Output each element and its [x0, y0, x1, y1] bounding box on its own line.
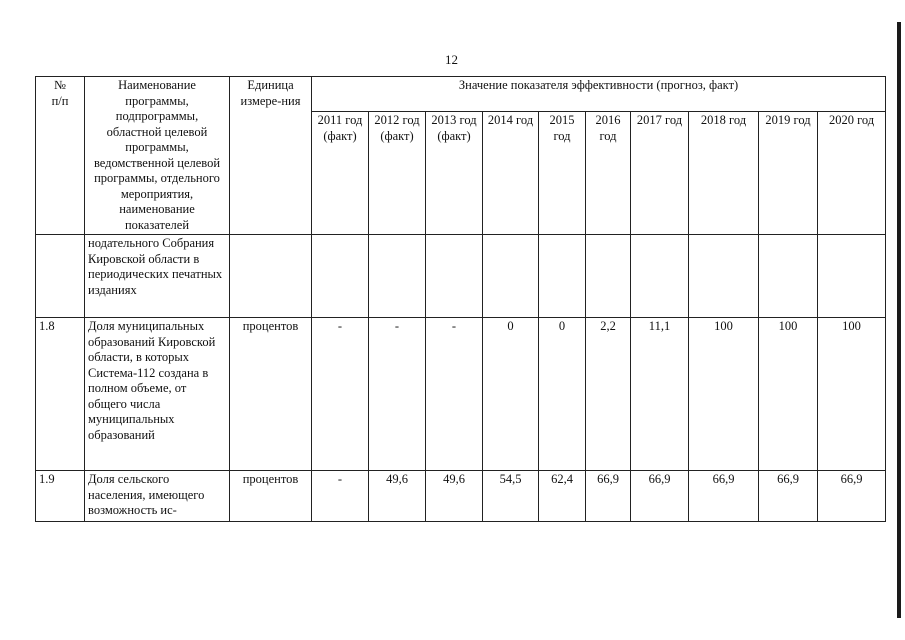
header-year-2020: 2020 год	[818, 112, 886, 235]
row-value	[369, 235, 426, 318]
header-year-2019: 2019 год	[759, 112, 818, 235]
row-value: -	[312, 318, 369, 471]
row-value: -	[312, 471, 369, 522]
header-name: Наименование программы, подпрограммы, областной целевой программы, ведомственной целевой программы, отдельного мероприятия, наименование показателей	[85, 77, 230, 235]
row-value	[312, 235, 369, 318]
header-row-1	[36, 77, 886, 112]
row-unit	[230, 235, 312, 318]
row-value	[426, 235, 483, 318]
table-row	[36, 471, 886, 522]
row-value	[483, 235, 539, 318]
row-value: 49,6	[369, 471, 426, 522]
header-year-2018: 2018 год	[689, 112, 759, 235]
row-value: 0	[539, 318, 586, 471]
row-value	[631, 235, 689, 318]
row-value: 0	[483, 318, 539, 471]
row-name: нодательного Собрания Кировской области в периодических печатных изданиях	[85, 235, 230, 318]
header-year-2013: 2013 год (факт)	[426, 112, 483, 235]
row-value: 49,6	[426, 471, 483, 522]
scan-edge-bar	[897, 22, 901, 618]
row-value	[539, 235, 586, 318]
row-value: -	[369, 318, 426, 471]
row-num	[36, 235, 85, 318]
row-num: 1.9	[36, 471, 85, 522]
row-unit: процентов	[230, 318, 312, 471]
header-year-2017: 2017 год	[631, 112, 689, 235]
header-year-2015: 2015 год	[539, 112, 586, 235]
row-value: 100	[818, 318, 886, 471]
header-unit: Единица измере-ния	[230, 77, 312, 235]
row-value: 100	[689, 318, 759, 471]
table-row	[36, 318, 886, 471]
row-num: 1.8	[36, 318, 85, 471]
row-value: 2,2	[586, 318, 631, 471]
header-year-2016: 2016 год	[586, 112, 631, 235]
row-value	[689, 235, 759, 318]
row-value: 66,9	[759, 471, 818, 522]
row-value: 62,4	[539, 471, 586, 522]
row-value	[818, 235, 886, 318]
header-year-2014: 2014 год	[483, 112, 539, 235]
row-value: 66,9	[818, 471, 886, 522]
row-value: 11,1	[631, 318, 689, 471]
header-num: № п/п	[36, 77, 85, 235]
header-value-group: Значение показателя эффективности (прогноз, факт)	[312, 77, 886, 112]
row-value: 66,9	[631, 471, 689, 522]
row-unit: процентов	[230, 471, 312, 522]
table-row	[36, 235, 886, 318]
header-year-2011: 2011 год (факт)	[312, 112, 369, 235]
row-value	[586, 235, 631, 318]
row-value: 66,9	[586, 471, 631, 522]
row-value: -	[426, 318, 483, 471]
page-number: 12	[445, 52, 458, 67]
row-value: 66,9	[689, 471, 759, 522]
row-value: 54,5	[483, 471, 539, 522]
header-year-2012: 2012 год (факт)	[369, 112, 426, 235]
row-value	[759, 235, 818, 318]
row-name: Доля муниципальных образований Кировской области, в которых Система-112 создана в полном объеме, от общего числа муниципальных образований	[85, 318, 230, 471]
efficiency-table	[35, 76, 886, 522]
row-name: Доля сельского населения, имеющего возможность ис-	[85, 471, 230, 522]
row-value: 100	[759, 318, 818, 471]
